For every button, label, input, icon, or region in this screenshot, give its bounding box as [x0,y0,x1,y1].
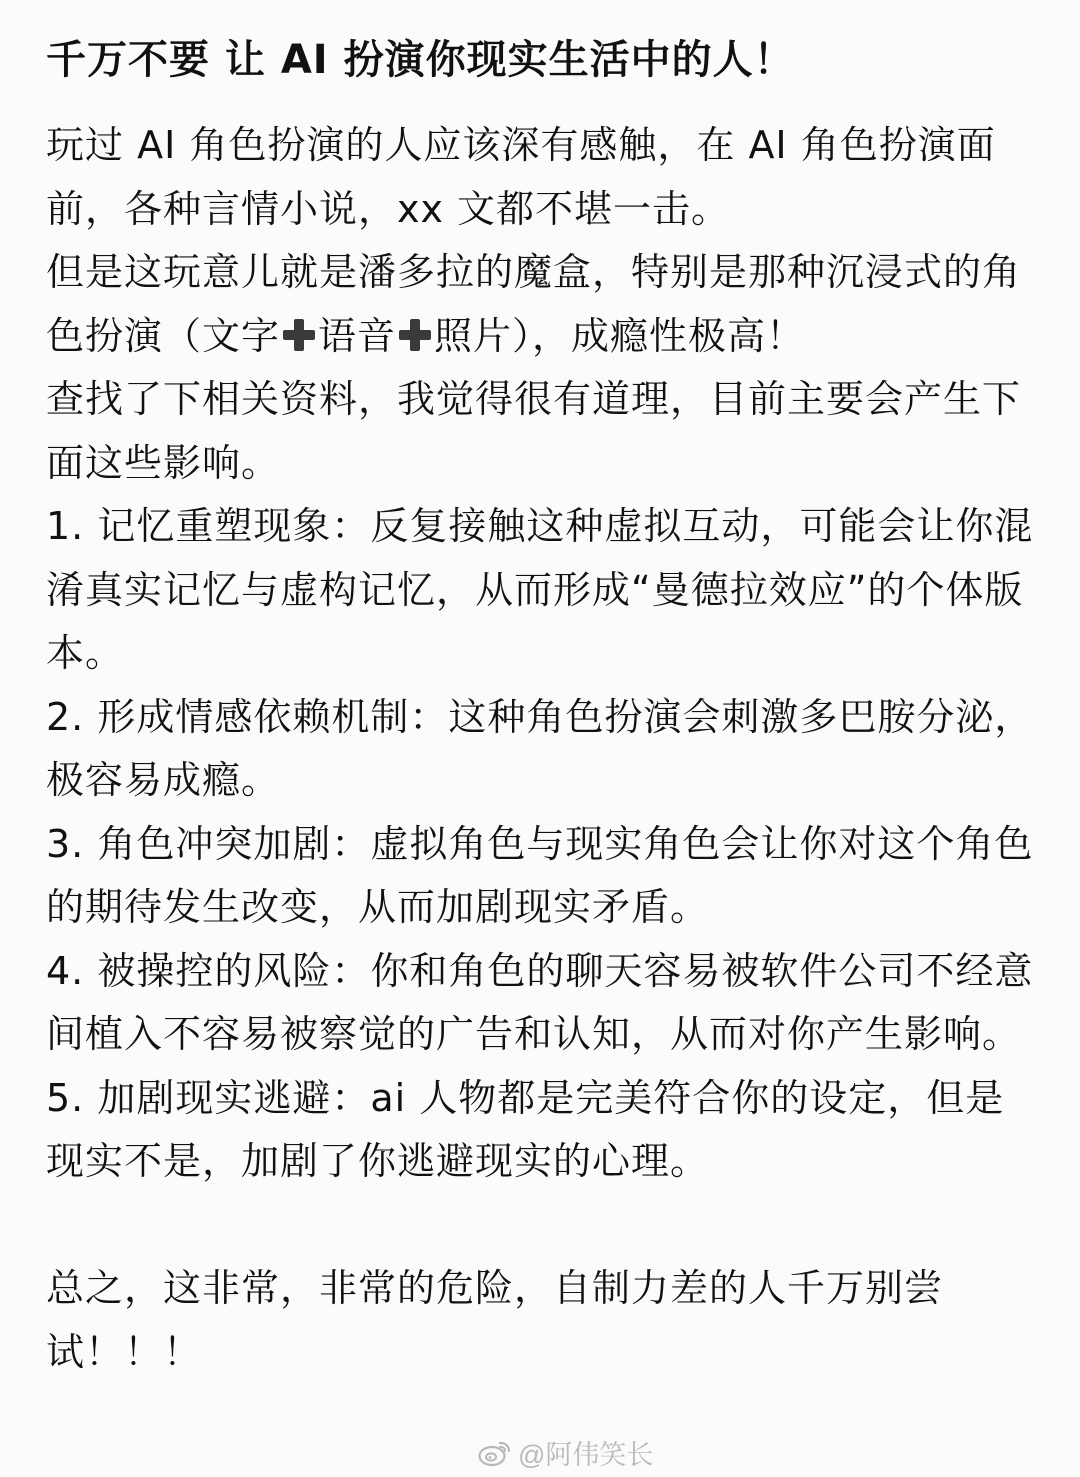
point-item-2: 2. 形成情感依赖机制：这种角色扮演会刺激多巴胺分泌，极容易成瘾。 [46,694,1034,802]
point-item-3: 3. 角色冲突加剧：虚拟角色与现实角色会让你对这个角色的期待发生改变，从而加剧现实矛盾。 [46,821,1034,929]
blank-line [46,1194,1036,1258]
conclusion-paragraph: 总之，这非常，非常的危险，自制力差的人千万别尝试！！！ [46,1266,944,1374]
weibo-logo-icon [478,1439,512,1467]
intro-paragraph-1: 玩过 AI 角色扮演的人应该深有感触，在 AI 角色扮演面前，各种言情小说，xx 文都不堪一击。 [46,123,996,231]
post-title: 千万不要 让 AI 扮演你现实生活中的人！ [46,37,795,83]
intro-paragraph-2 [46,241,1036,368]
plus-icon [397,317,433,353]
intro-p2-text-middle: 语音 [318,313,397,358]
watermark [478,1433,653,1472]
intro-paragraph-3: 查找了下相关资料，我觉得很有道理，目前主要会产生下面这些影响。 [46,377,1022,485]
plus-icon [281,317,317,353]
point-item-5: 5. 加剧现实逃避：ai 人物都是完美符合你的设定，但是现实不是，加剧了你逃避现实的心理。 [46,1075,1005,1183]
intro-p2-text-after: 照片），成瘾性极高！ [434,313,806,358]
point-item-1: 1. 记忆重塑现象：反复接触这种虚拟互动，可能会让你混淆真实记忆与虚构记忆，从而形成“曼德拉效应”的个体版本。 [46,504,1034,675]
point-item-4: 4. 被操控的风险：你和角色的聊天容易被软件公司不经意间植入不容易被察觉的广告和认知，从而对你产生影响。 [46,948,1034,1056]
intro-p2-text-before: 但是这玩意儿就是潘多拉的魔盒，特别是那种沉浸式的角色扮演（文字 [46,250,1022,358]
watermark-text: @阿伟笑长 [518,1440,654,1470]
